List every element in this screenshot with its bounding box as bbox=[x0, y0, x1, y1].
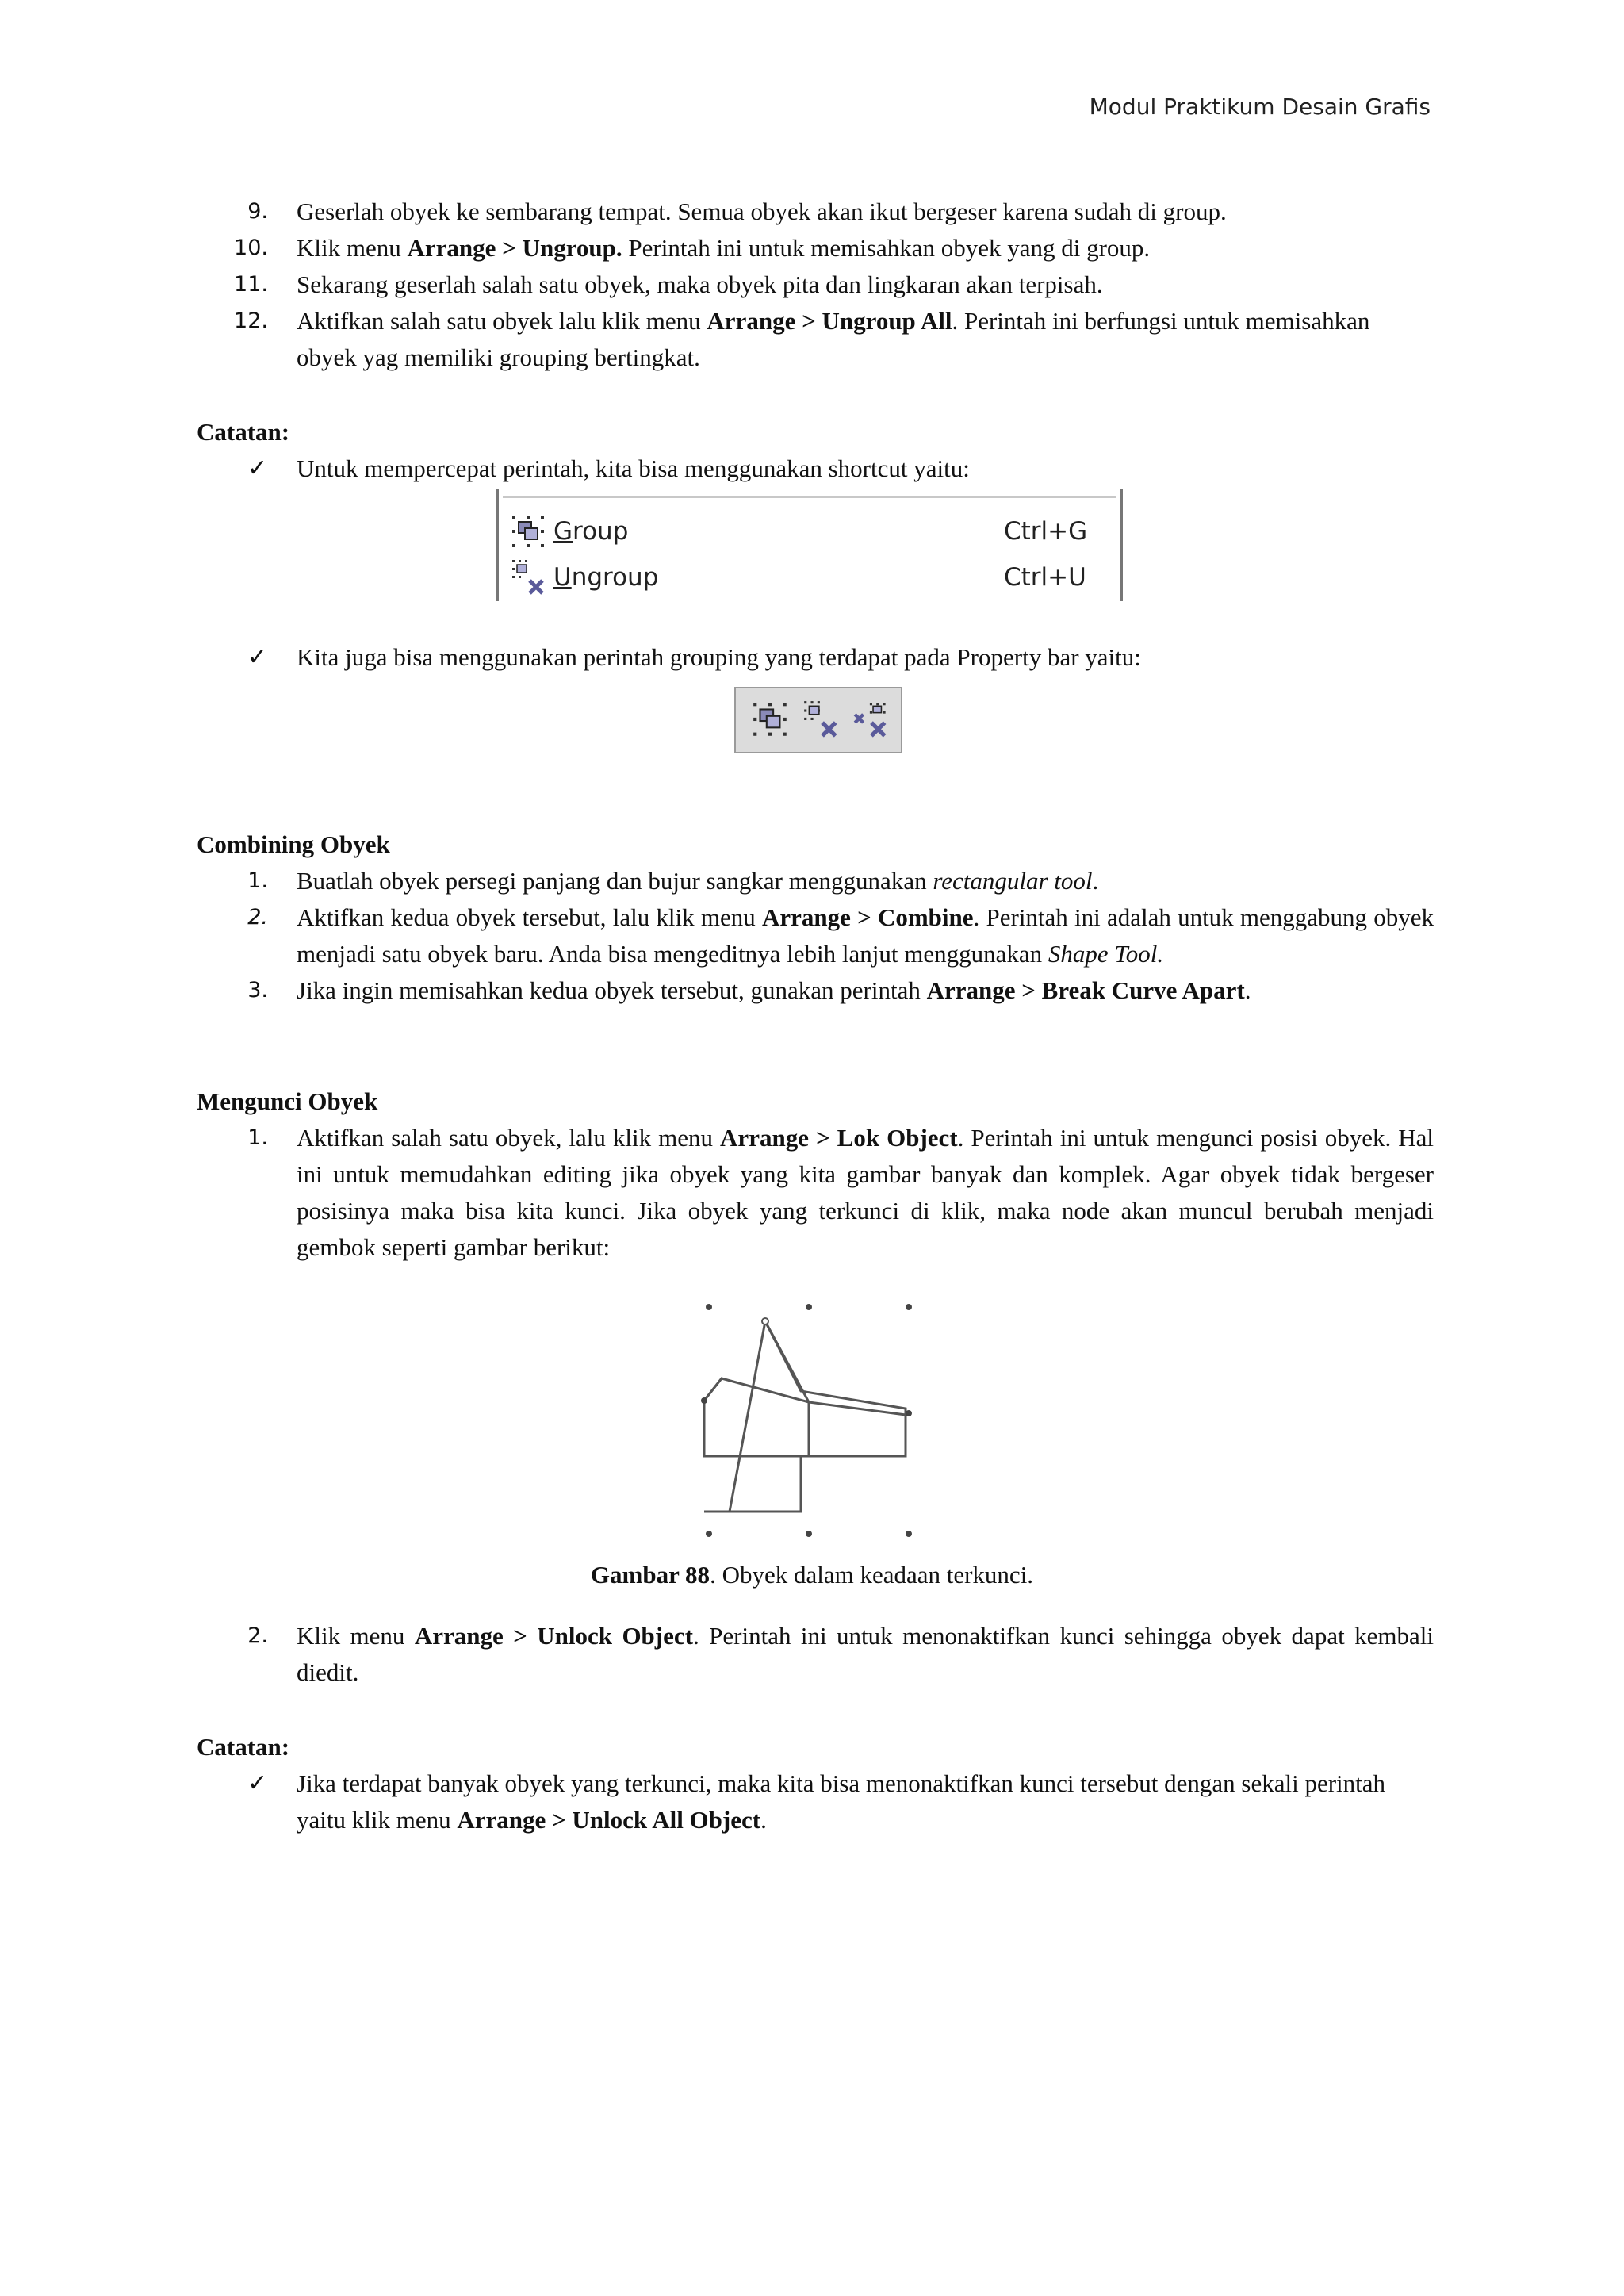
list-item: 2. Klik menu Arrange > Unlock Object. Perintah ini untuk menonaktifkan kunci sehingga obyek dapat kembali diedit. bbox=[247, 1622, 1434, 1686]
shortcut-menu-image bbox=[496, 489, 1123, 601]
list-item: 1. Buatlah obyek persegi panjang dan bujur sangkar menggunakan rectangular tool. bbox=[247, 867, 1099, 895]
locked-object-figure bbox=[698, 1297, 936, 1543]
list-item: 12. Aktifkan salah satu obyek lalu klik menu Arrange > Ungroup All. Perintah ini berfungsi untuk memisahkan obyek yag memiliki grouping bertingkat. bbox=[234, 307, 1370, 371]
check-icon: ✓ bbox=[247, 643, 268, 671]
section-combining bbox=[197, 826, 1434, 1009]
section-mengunci bbox=[197, 1083, 1434, 1266]
list-item: 11. Sekarang geserlah salah satu obyek, maka obyek pita dan lingkaran akan terpisah. bbox=[234, 270, 1103, 298]
menu-item-group: Group Ctrl+G bbox=[504, 509, 1115, 554]
lock-node-icons bbox=[701, 1304, 912, 1537]
section-heading: Mengunci Obyek bbox=[197, 1087, 378, 1115]
note-bullet-2 bbox=[197, 639, 1434, 676]
list-item: 2. Aktifkan kedua obyek tersebut, lalu klik menu Arrange > Combine. Perintah ini adalah untuk menggabung obyek menjadi satu obyek baru. Anda bisa mengeditnya lebih lanjut menggunakan Shape Tool. bbox=[247, 903, 1434, 968]
list-item: 3. Jika ingin memisahkan kedua obyek tersebut, gunakan perintah Arrange > Break Curve Apart. bbox=[247, 976, 1251, 1004]
list-item: 10. Klik menu Arrange > Ungroup. Perintah ini untuk memisahkan obyek yang di group. bbox=[234, 234, 1151, 262]
figure-caption: Gambar 88. Obyek dalam keadaan terkunci. bbox=[590, 1561, 1034, 1589]
list-item: ✓ Jika terdapat banyak obyek yang terkunci, maka kita bisa menonaktifkan kunci tersebut dengan sekali perintah yaitu klik menu Arrange > Unlock All Object. bbox=[197, 1765, 1434, 1838]
list-item: ✓ Untuk mempercepat perintah, kita bisa menggunakan shortcut yaitu: bbox=[197, 450, 1434, 487]
note-heading: Catatan: bbox=[197, 418, 290, 446]
section-mengunci-step2 bbox=[197, 1618, 1434, 1691]
page-header: Modul Praktikum Desain Grafis bbox=[1089, 94, 1431, 120]
list-item: 1. Aktifkan salah satu obyek, lalu klik menu Arrange > Lok Object. Perintah ini untuk mengunci posisi obyek. Hal ini untuk memudahkan editing jika obyek yang kita gambar banyak dan komplek. Agar obyek tidak bergeser posisinya maka bisa kita kunci. Jika obyek yang terkunci di klik, maka node akan muncul berubah menjadi gembok seperti gambar berikut: bbox=[247, 1124, 1434, 1261]
ungroup-icon bbox=[509, 558, 549, 598]
steps-list-top bbox=[197, 194, 1434, 376]
note-section-1 bbox=[197, 414, 1434, 487]
check-icon: ✓ bbox=[247, 454, 268, 482]
note-section-2 bbox=[197, 1729, 1434, 1838]
property-bar-image bbox=[734, 687, 902, 753]
group-icon bbox=[750, 700, 791, 741]
ungroup-all-icon bbox=[852, 700, 893, 741]
list-item: 9. Geserlah obyek ke sembarang tempat. Semua obyek akan ikut bergeser karena sudah di group. bbox=[247, 197, 1227, 225]
list-item: ✓ Kita juga bisa menggunakan perintah grouping yang terdapat pada Property bar yaitu: bbox=[197, 639, 1434, 676]
check-icon: ✓ bbox=[247, 1769, 268, 1797]
ungroup-icon bbox=[801, 700, 842, 741]
group-icon bbox=[509, 512, 549, 552]
section-heading: Combining Obyek bbox=[197, 830, 390, 858]
menu-item-ungroup: Ungroup Ctrl+U bbox=[504, 555, 1115, 600]
note-heading: Catatan: bbox=[197, 1733, 290, 1761]
